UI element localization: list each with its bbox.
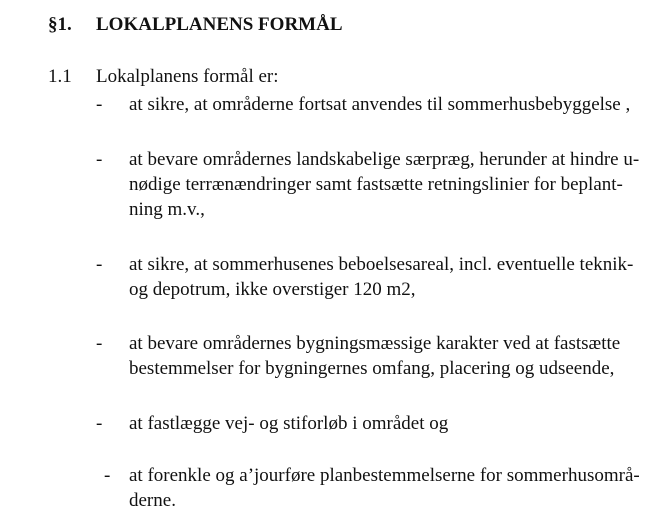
list-item-line: derne. (129, 490, 176, 511)
list-item-line: at sikre, at sommerhusenes beboelsesareal, incl. eventuelle teknik- (129, 254, 634, 275)
list-dash: - (96, 94, 103, 115)
list-item-line: at fastlægge vej- og stiforløb i området og (129, 413, 449, 434)
list-dash: - (96, 149, 103, 170)
list-item-line: at bevare områdernes landskabelige særpræg, herunder at hindre u- (129, 149, 640, 170)
list-dash: - (96, 413, 103, 434)
list-item-line: at bevare områdernes bygningsmæssige karakter ved at fastsætte (129, 333, 621, 354)
list-item-text (129, 147, 654, 222)
list-item-line: bestemmelser for bygningernes omfang, placering og udseende, (129, 358, 615, 379)
list-item-line: ning m.v., (129, 199, 205, 220)
section-number: §1. (48, 14, 72, 35)
subsection-number: 1.1 (48, 66, 72, 87)
section-title: LOKALPLANENS FORMÅL (96, 14, 343, 35)
list-dash: - (104, 465, 111, 486)
subsection-intro: Lokalplanens formål er: (96, 66, 279, 87)
list-item-line: og depotrum, ikke overstiger 120 m2, (129, 279, 416, 300)
list-dash: - (96, 333, 103, 354)
list-item-text (129, 411, 654, 436)
list-item-line: nødige terrænændringer samt fastsætte retningslinier for beplant- (129, 174, 623, 195)
list-item-text (129, 92, 654, 117)
list-item-line: at sikre, at områderne fortsat anvendes til sommerhusbebyggelse , (129, 94, 631, 115)
list-item-line: at forenkle og a’jourføre planbestemmelserne for sommerhusområ- (129, 465, 640, 486)
list-item-text (129, 463, 654, 513)
list-dash: - (96, 254, 103, 275)
list-item-text (129, 252, 654, 302)
list-item-text (129, 331, 654, 381)
